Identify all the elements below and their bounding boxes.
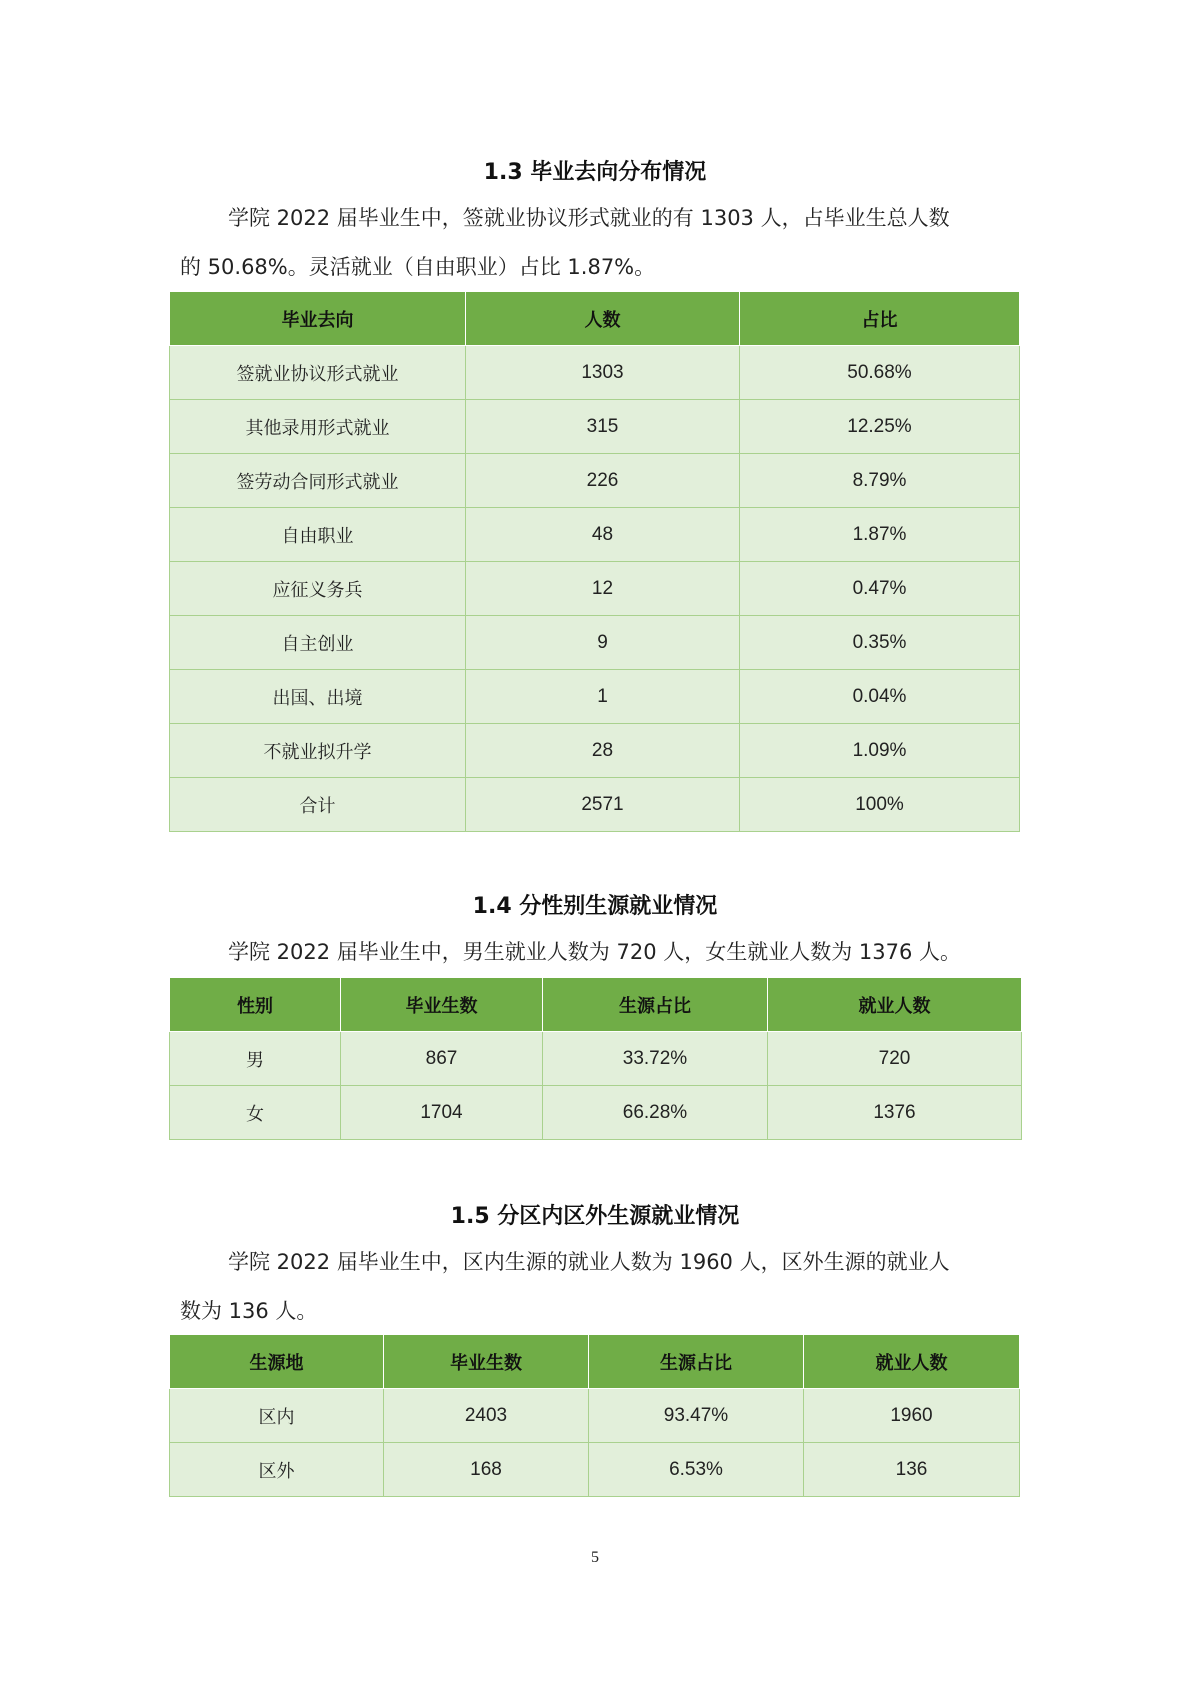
- section-1-4-heading: 1.4 分性别生源就业情况: [472, 894, 718, 919]
- header-cell: 性别: [170, 978, 341, 1032]
- count-cell: 48: [466, 508, 740, 562]
- destination-cell: 合计: [170, 778, 466, 832]
- header-cell: 毕业生数: [341, 978, 543, 1032]
- header-cell: 生源地: [170, 1335, 384, 1389]
- table-row: [170, 616, 1020, 670]
- header-cell: 生源占比: [543, 978, 768, 1032]
- header-cell: 毕业去向: [170, 292, 466, 346]
- count-cell: 226: [466, 454, 740, 508]
- percent-cell: 8.79%: [740, 454, 1020, 508]
- count-cell: 2571: [466, 778, 740, 832]
- count-cell: 1303: [466, 346, 740, 400]
- share-cell: 93.47%: [589, 1389, 804, 1443]
- count-cell: 315: [466, 400, 740, 454]
- table-row: [170, 1443, 1020, 1497]
- destination-cell: 出国、出境: [170, 670, 466, 724]
- table-row: [170, 400, 1020, 454]
- section-1-3-paragraph: [180, 194, 1020, 292]
- origin-header-row: [170, 1335, 1020, 1389]
- percent-cell: 0.47%: [740, 562, 1020, 616]
- section-1-5-line-2: 数为 136 人。: [180, 1299, 318, 1323]
- gender-header-row: [170, 978, 1022, 1032]
- section-1-3-line-1: 学院 2022 届毕业生中，签就业协议形式就业的有 1303 人，占毕业生总人数: [228, 206, 950, 230]
- destination-table: [169, 291, 1020, 832]
- table-row: [170, 562, 1020, 616]
- destination-cell: 自由职业: [170, 508, 466, 562]
- percent-cell: 1.09%: [740, 724, 1020, 778]
- share-cell: 66.28%: [543, 1086, 768, 1140]
- destination-cell: 签就业协议形式就业: [170, 346, 466, 400]
- header-cell: 人数: [466, 292, 740, 346]
- employed-cell: 1960: [804, 1389, 1020, 1443]
- table-row: [170, 1032, 1022, 1086]
- header-cell: 生源占比: [589, 1335, 804, 1389]
- count-cell: 1: [466, 670, 740, 724]
- share-cell: 6.53%: [589, 1443, 804, 1497]
- table-row: [170, 508, 1020, 562]
- employed-cell: 720: [768, 1032, 1022, 1086]
- origin-cell: 区内: [170, 1389, 384, 1443]
- graduates-cell: 1704: [341, 1086, 543, 1140]
- table-row: [170, 1389, 1020, 1443]
- gender-table: [169, 977, 1022, 1140]
- section-1-4-line-1: 学院 2022 届毕业生中，男生就业人数为 720 人，女生就业人数为 1376 人。: [228, 940, 962, 964]
- section-1-5-paragraph: [180, 1238, 1020, 1336]
- header-cell: 毕业生数: [384, 1335, 589, 1389]
- page-number: 5: [591, 1549, 599, 1566]
- section-1-5-heading: 1.5 分区内区外生源就业情况: [450, 1204, 740, 1229]
- employed-cell: 136: [804, 1443, 1020, 1497]
- share-cell: 33.72%: [543, 1032, 768, 1086]
- section-1-3-line-2: 的 50.68%。灵活就业（自由职业）占比 1.87%。: [180, 255, 656, 279]
- gender-cell: 女: [170, 1086, 341, 1140]
- percent-cell: 1.87%: [740, 508, 1020, 562]
- section-1-5-line-1: 学院 2022 届毕业生中，区内生源的就业人数为 1960 人，区外生源的就业人: [228, 1250, 950, 1274]
- destination-cell: 其他录用形式就业: [170, 400, 466, 454]
- destination-header-row: [170, 292, 1020, 346]
- percent-cell: 100%: [740, 778, 1020, 832]
- table-row: [170, 670, 1020, 724]
- table-row: [170, 1086, 1022, 1140]
- count-cell: 9: [466, 616, 740, 670]
- table-row: [170, 724, 1020, 778]
- table-row-total: [170, 778, 1020, 832]
- origin-table: [169, 1334, 1020, 1497]
- count-cell: 12: [466, 562, 740, 616]
- destination-cell: 不就业拟升学: [170, 724, 466, 778]
- table-row: [170, 346, 1020, 400]
- count-cell: 28: [466, 724, 740, 778]
- header-cell: 占比: [740, 292, 1020, 346]
- header-cell: 就业人数: [804, 1335, 1020, 1389]
- table-row: [170, 454, 1020, 508]
- graduates-cell: 2403: [384, 1389, 589, 1443]
- header-cell: 就业人数: [768, 978, 1022, 1032]
- destination-cell: 应征义务兵: [170, 562, 466, 616]
- destination-cell: 自主创业: [170, 616, 466, 670]
- percent-cell: 0.04%: [740, 670, 1020, 724]
- gender-cell: 男: [170, 1032, 341, 1086]
- section-1-4-paragraph: [180, 928, 1020, 977]
- employed-cell: 1376: [768, 1086, 1022, 1140]
- percent-cell: 0.35%: [740, 616, 1020, 670]
- graduates-cell: 867: [341, 1032, 543, 1086]
- percent-cell: 50.68%: [740, 346, 1020, 400]
- origin-cell: 区外: [170, 1443, 384, 1497]
- graduates-cell: 168: [384, 1443, 589, 1497]
- section-1-3-heading: 1.3 毕业去向分布情况: [483, 160, 707, 185]
- percent-cell: 12.25%: [740, 400, 1020, 454]
- destination-cell: 签劳动合同形式就业: [170, 454, 466, 508]
